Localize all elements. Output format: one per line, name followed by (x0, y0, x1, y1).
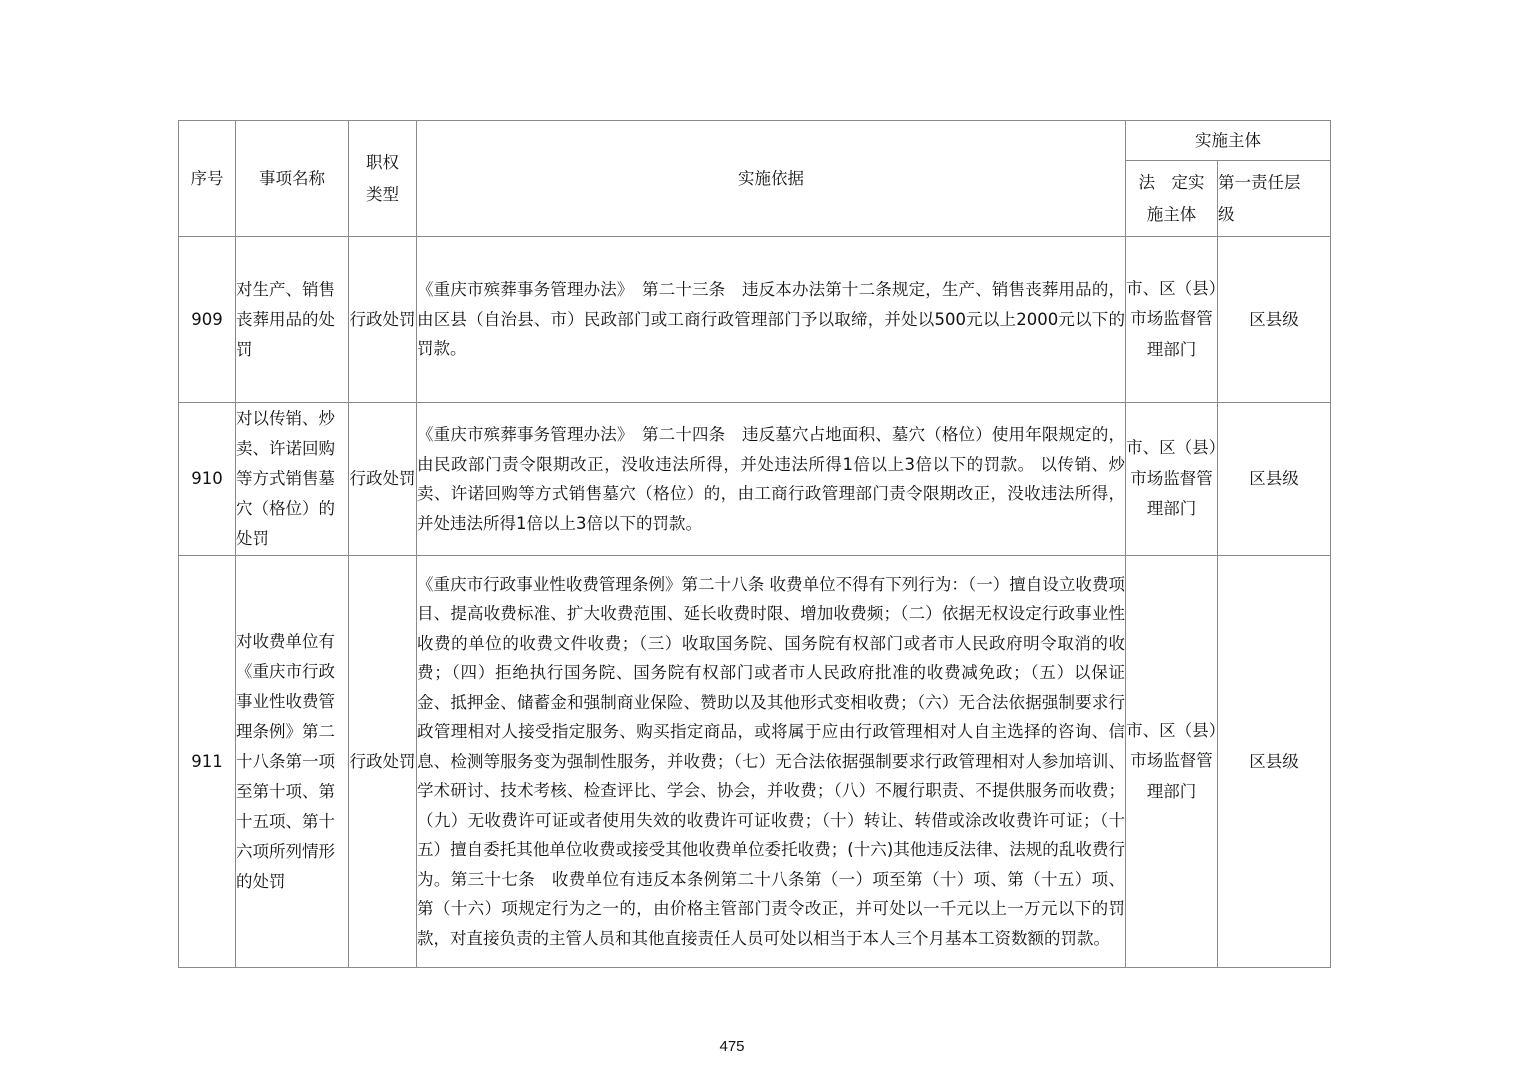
row-authority-type: 行政处罚 (349, 403, 417, 556)
row-item-name: 对收费单位有《重庆市行政事业性收费管理条例》第二十八条第一项至第十项、第十五项、第十六项所列情形的处罚 (236, 556, 349, 968)
row-basis: 《重庆市行政事业性收费管理条例》第二十八条 收费单位不得有下列行为：（一）擅自设立收费项目、提高收费标准、扩大收费范围、延长收费时限、增加收费频；（二）依据无权设定行政事业性收费的单位的收费文件收费；（三）收取国务院、国务院有权部门或者市人民政府明令取消的收费；（四）拒绝执行国务院、国务院有权部门或者市人民政府批准的收费减免政；（五）以保证金、抵押金、储蓄金和强制商业保险、赞助以及其他形式变相收费；（六）无合法依据强制要求行政管理相对人接受指定服务、购买指定商品，或将属于应由行政管理相对人自主选择的咨询、信息、检测等服务变为强制性服务，并收费；（七）无合法依据强制要求行政管理相对人参加培训、学术研讨、技术考核、检查评比、学会、协会，并收费；（八）不履行职责、不提供服务而收费；（九）无收费许可证或者使用失效的收费许可证收费；（十）转让、转借或涂改收费许可证；（十五）擅自委托其他单位收费或接受其他收费单位委托收费；(十六)其他违反法律、法规的乱收费行为。第三十七条 收费单位有违反本条例第二十八条第（一）项至第（十）项、第（十五）项、第（十六）项规定行为之一的，由价格主管部门责令改正，并可处以一千元以上一万元以下的罚款，对直接负责的主管人员和其他直接责任人员可处以相当于本人三个月基本工资数额的罚款。 (417, 556, 1126, 968)
row-authority-type: 行政处罚 (349, 237, 417, 403)
header-legal-subject (1126, 161, 1218, 237)
row-basis: 《重庆市殡葬事务管理办法》 第二十四条 违反墓穴占地面积、墓穴（格位）使用年限规定的，由民政部门责令限期改正，没收违法所得，并处违法所得1倍以上3倍以下的罚款。 以传销、炒卖、许诺回购等方式销售墓穴（格位）的，由工商行政管理部门责令限期改正，没收违法所得，并处违法所得1倍以上3倍以下的罚款。 (417, 403, 1126, 556)
table-row (179, 556, 1331, 968)
row-item-name: 对以传销、炒卖、许诺回购等方式销售墓穴（格位）的处罚 (236, 403, 349, 556)
row-seq: 910 (179, 403, 236, 556)
row-item-name: 对生产、销售丧葬用品的处罚 (236, 237, 349, 403)
table-row (179, 403, 1331, 556)
row-authority-type: 行政处罚 (349, 556, 417, 968)
header-first-resp-level-text: 第一责任层级 (1218, 172, 1301, 224)
row-basis: 《重庆市殡葬事务管理办法》 第二十三条 违反本办法第十二条规定，生产、销售丧葬用品的，由区县（自治县、市）民政部门或工商行政管理部门予以取缔，并处以500元以上2000元以下的罚款。 (417, 237, 1126, 403)
row-seq: 911 (179, 556, 236, 968)
row-resp-level: 区县级 (1218, 556, 1331, 968)
header-authority-type (349, 121, 417, 237)
enforcement-items-table (178, 120, 1331, 968)
page-number: 475 (719, 1038, 745, 1055)
table-row (179, 237, 1331, 403)
header-item-name: 事项名称 (236, 121, 349, 237)
row-legal-subject: 市、区（县）市场监督管理部门 (1126, 403, 1218, 556)
header-legal-subject-text: 法 定实施主体 (1138, 172, 1205, 224)
row-legal-subject: 市、区（县）市场监督管理部门 (1126, 556, 1218, 968)
header-authority-type-text: 职权类型 (366, 152, 399, 204)
row-seq: 909 (179, 237, 236, 403)
header-subject-group: 实施主体 (1126, 121, 1331, 161)
row-legal-subject: 市、区（县）市场监督管理部门 (1126, 237, 1218, 403)
row-resp-level: 区县级 (1218, 403, 1331, 556)
row-resp-level: 区县级 (1218, 237, 1331, 403)
header-first-resp-level (1218, 161, 1331, 237)
header-seq: 序号 (179, 121, 236, 237)
header-row-top (179, 121, 1331, 161)
header-basis: 实施依据 (417, 121, 1126, 237)
